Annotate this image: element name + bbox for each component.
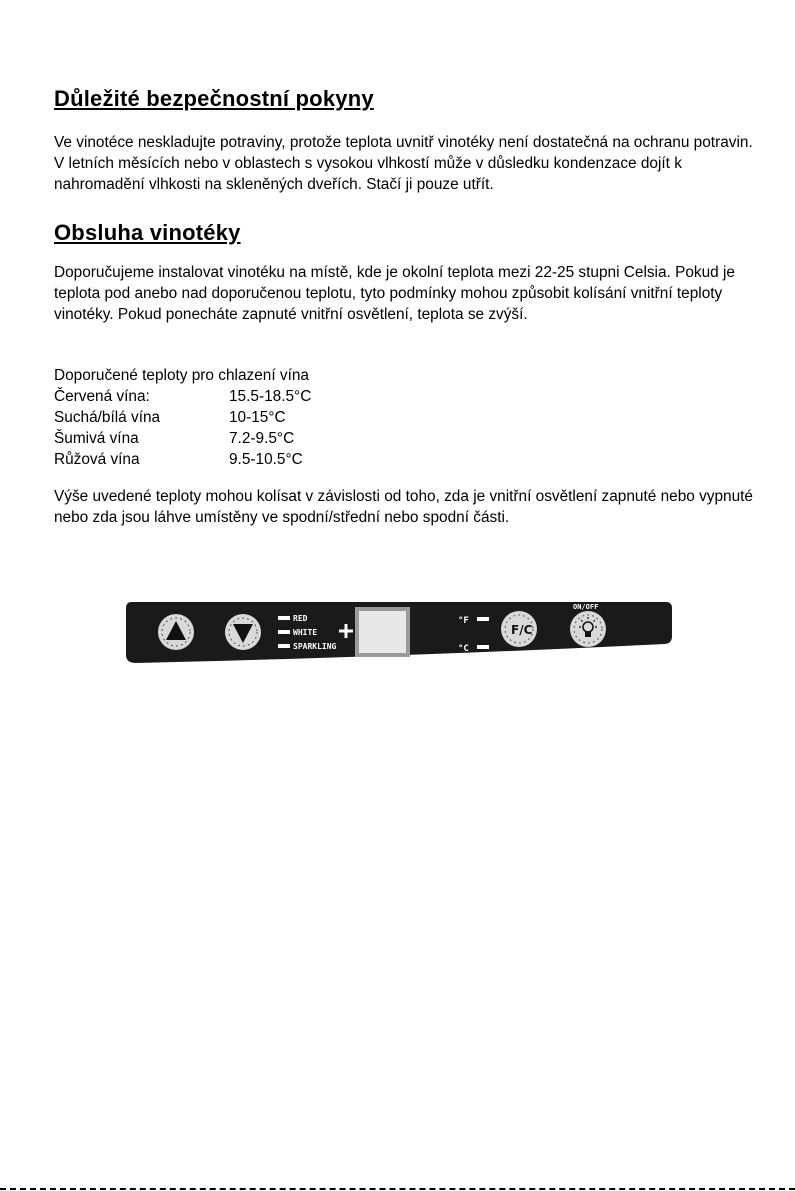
white-label: WHITE xyxy=(293,628,318,637)
heading-safety: Důležité bezpečnostní pokyny xyxy=(54,86,374,111)
red-label: RED xyxy=(293,614,308,623)
wine-type: Šumivá vína xyxy=(54,430,139,447)
sparkling-indicator xyxy=(278,644,290,648)
wine-temperature: 7.2-9.5°C xyxy=(229,430,295,447)
page-bottom-border xyxy=(0,1188,795,1190)
red-indicator xyxy=(278,616,290,620)
onoff-label: ON/OFF xyxy=(573,603,599,611)
wine-type: Červená vína: xyxy=(54,388,150,405)
paragraph-variation: Výše uvedené teploty mohou kolísat v závislosti od toho, zda je vnitřní osvětlení zapnuté nebo vypnuté nebo zda jsou láhve umístěny ve spodní/střední nebo spodní části. xyxy=(54,488,753,526)
temperature-row xyxy=(54,428,311,449)
celsius-indicator xyxy=(477,645,489,649)
wine-temperature: 10-15°C xyxy=(229,409,286,426)
temperature-row xyxy=(54,449,311,470)
fahrenheit-label: °F xyxy=(458,616,469,626)
fc-label: F/C xyxy=(511,623,533,637)
white-indicator xyxy=(278,630,290,634)
control-panel xyxy=(126,598,672,664)
paragraph-operation: Doporučujeme instalovat vinotéku na místě, kde je okolní teplota mezi 22-25 stupni Celsia. Pokud je teplota pod anebo nad doporučenou teplotu, tyto podmínky mohou způsobit kolísání vnitřní teploty vinotéky. Pokud ponecháte zapnuté vnitřní osvětlení, teplota se zvýší. xyxy=(54,264,735,323)
wine-temperature: 9.5-10.5°C xyxy=(229,451,303,468)
fahrenheit-indicator xyxy=(477,617,489,621)
wine-type: Růžová vína xyxy=(54,451,140,468)
celsius-label: °C xyxy=(458,644,469,654)
temperature-list-title: Doporučené teploty pro chlazení vína xyxy=(54,367,309,384)
temp-down-button[interactable] xyxy=(225,614,261,650)
paragraph-safety: Ve vinotéce neskladujte potraviny, protože teplota uvnitř vinotéky není dostatečná na ochranu potravin. V letních měsících nebo v oblastech s vysokou vlhkostí může v důsledku kondenzace dojít k nahromadění vlhkosti na skleněných dveřích. Stačí ji pouze utřít. xyxy=(54,134,753,193)
fc-toggle-button[interactable] xyxy=(501,611,537,647)
temperature-row xyxy=(54,407,311,428)
wine-temperature: 15.5-18.5°C xyxy=(229,388,312,405)
temperature-list xyxy=(54,365,311,470)
light-button[interactable] xyxy=(570,611,606,647)
sparkling-label: SPARKLING xyxy=(293,642,337,651)
heading-operation: Obsluha vinotéky xyxy=(54,220,241,245)
temp-up-button[interactable] xyxy=(158,614,194,650)
temperature-row xyxy=(54,386,311,407)
wine-type: Suchá/bílá vína xyxy=(54,409,161,426)
